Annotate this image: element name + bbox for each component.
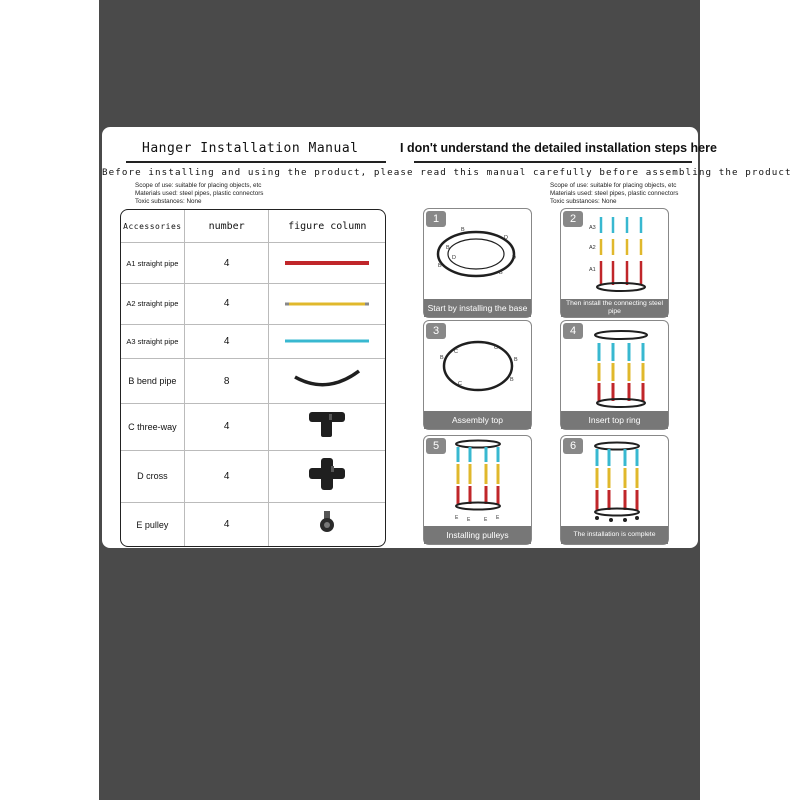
complete-rack-diagram [561, 436, 668, 526]
step-caption: Insert top ring [561, 411, 668, 429]
label-e: E [484, 517, 488, 523]
header-number: number [185, 210, 270, 243]
step-number-badge: 3 [426, 323, 446, 339]
step-caption: The installation is complete [561, 526, 668, 544]
accessory-count: 4 [185, 284, 270, 325]
label-e: E [455, 515, 459, 521]
label-b: B [499, 270, 503, 276]
label-b: B [514, 357, 518, 363]
accessory-name: C three-way [121, 404, 185, 451]
label-a2: A2 [589, 245, 596, 251]
table-row [121, 359, 385, 404]
label-c: C [458, 381, 462, 387]
base-ring-diagram [424, 209, 531, 299]
header-figure: figure column [269, 210, 385, 243]
accessory-name: A2 straight pipe [121, 284, 185, 325]
help-title: I don't understand the detailed installation steps here [400, 141, 717, 155]
label-c: C [454, 349, 458, 355]
label-d: D [452, 255, 456, 261]
label-d: D [504, 235, 508, 241]
accessory-count: 4 [185, 503, 270, 546]
scope-line: Scope of use: suitable for placing objects, etc [135, 182, 262, 189]
manual-title: Hanger Installation Manual [142, 141, 359, 156]
read-manual-notice: Before installing and using the product, please read this manual carefully before assembling the product [102, 167, 792, 178]
step-number-badge: 5 [426, 438, 446, 454]
insert-top-ring-diagram [561, 321, 668, 411]
scope-info-right [550, 182, 678, 206]
step-5-panel [423, 435, 532, 545]
toxic-line: Toxic substances: None [135, 198, 202, 205]
table-row [121, 451, 385, 504]
step-2-panel [560, 208, 669, 318]
accessory-count: 4 [185, 404, 270, 451]
step-caption: Installing pulleys [424, 526, 531, 544]
manual-sheet [102, 127, 792, 548]
accessory-count: 4 [185, 243, 270, 284]
table-row [121, 243, 385, 284]
table-header-row [121, 210, 385, 243]
label-a1: A1 [589, 267, 596, 273]
label-b: B [446, 245, 450, 251]
title-underline-right [414, 161, 692, 163]
accessory-name: E pulley [121, 503, 185, 546]
table-row [121, 325, 385, 360]
step-1-panel [423, 208, 532, 318]
accessories-table [120, 209, 386, 547]
scope-line: Scope of use: suitable for placing objects, etc [550, 182, 677, 189]
accessory-count: 4 [185, 325, 270, 360]
label-b: B [510, 377, 514, 383]
label-b: B [440, 355, 444, 361]
red-pipe-icon [269, 243, 385, 284]
label-e: E [467, 517, 471, 523]
label-d: D [512, 255, 516, 261]
accessory-name: B bend pipe [121, 359, 185, 404]
step-caption: Then install the connecting steel pipe [561, 299, 668, 317]
scope-info-left [135, 182, 263, 206]
accessory-name: D cross [121, 451, 185, 504]
step-6-panel [560, 435, 669, 545]
accessory-name: A1 straight pipe [121, 243, 185, 284]
step-number-badge: 2 [563, 211, 583, 227]
materials-line: Materials used: steel pipes, plastic connectors [135, 190, 264, 197]
accessory-count: 8 [185, 359, 270, 404]
label-e: E [496, 515, 500, 521]
connecting-pipes-diagram [561, 209, 668, 299]
label-b: B [438, 263, 442, 269]
accessory-count: 4 [185, 451, 270, 504]
bend-pipe-icon [269, 359, 385, 404]
accessory-name: A3 straight pipe [121, 325, 185, 360]
title-underline-left [126, 161, 386, 163]
step-number-badge: 4 [563, 323, 583, 339]
step-4-panel [560, 320, 669, 430]
table-row [121, 284, 385, 325]
step-caption: Assembly top [424, 411, 531, 429]
step-caption: Start by installing the base [424, 299, 531, 317]
label-b: B [461, 227, 465, 233]
table-row [121, 503, 385, 546]
pulley-wheel-icon [269, 503, 385, 546]
header-accessories: Accessories [121, 210, 185, 243]
pulleys-diagram [424, 436, 531, 526]
blue-pipe-icon [269, 325, 385, 360]
yellow-pipe-icon [269, 284, 385, 325]
cross-connector-icon [269, 451, 385, 504]
toxic-line: Toxic substances: None [550, 198, 617, 205]
label-a3: A3 [589, 225, 596, 231]
step-number-badge: 6 [563, 438, 583, 454]
materials-line: Materials used: steel pipes, plastic connectors [550, 190, 679, 197]
three-way-connector-icon [269, 404, 385, 451]
step-3-panel [423, 320, 532, 430]
table-row [121, 404, 385, 451]
top-ring-diagram [424, 321, 531, 411]
step-number-badge: 1 [426, 211, 446, 227]
label-c: C [494, 345, 498, 351]
